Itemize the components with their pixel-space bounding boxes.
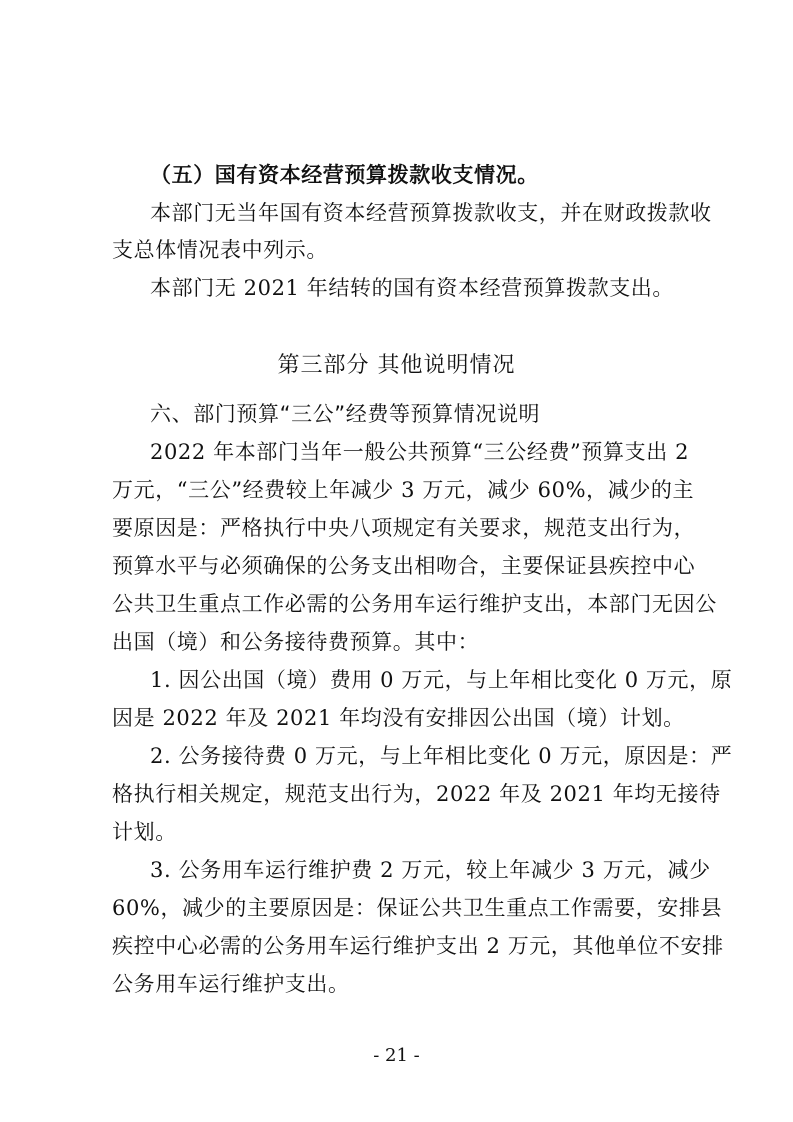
paragraph-line: 公共卫生重点工作必需的公务用车运行维护支出，本部门无因公 — [112, 592, 717, 616]
list-item-line: 疾控中心必需的公务用车运行维护支出 2 万元，其他单位不安排 — [112, 934, 724, 958]
page-number: - 21 - — [373, 1045, 420, 1066]
paragraph-line: 万元，“三公”经费较上年减少 3 万元，减少 60%，减少的主 — [112, 478, 695, 502]
section-five-heading: （五）国有资本经营预算拨款收支情况。 — [150, 163, 539, 187]
paragraph-line: 支总体情况表中列示。 — [112, 238, 328, 262]
list-item-line: 60%，减少的主要原因是：保证公共卫生重点工作需要，安排县 — [112, 896, 723, 920]
paragraph-line: 本部门无 2021 年结转的国有资本经营预算拨款支出。 — [150, 276, 674, 300]
paragraph-line: 要原因是：严格执行中央八项规定有关要求，规范支出行为， — [112, 516, 696, 540]
list-item-line: 公务用车运行维护支出。 — [112, 972, 350, 996]
list-item-line: 因是 2022 年及 2021 年均没有安排因公出国（境）计划。 — [112, 706, 685, 730]
paragraph-line: 出国（境）和公务接待费预算。其中： — [112, 630, 480, 654]
paragraph-line: 本部门无当年国有资本经营预算拨款收支，并在财政拨款收 — [150, 201, 712, 225]
paragraph-line: 2022 年本部门当年一般公共预算“三公经费”预算支出 2 — [150, 440, 690, 464]
section-six-heading: 六、部门预算“三公”经费等预算情况说明 — [150, 402, 541, 426]
paragraph-line: 预算水平与必须确保的公务支出相吻合，主要保证县疾控中心 — [112, 554, 696, 578]
list-item-line: 格执行相关规定，规范支出行为，2022 年及 2021 年均无接待 — [112, 782, 721, 806]
list-item-line: 3. 公务用车运行维护费 2 万元，较上年减少 3 万元，减少 — [150, 858, 711, 882]
list-item-line: 1. 因公出国（境）费用 0 万元，与上年相比变化 0 万元，原 — [150, 668, 733, 692]
list-item-line: 2. 公务接待费 0 万元，与上年相比变化 0 万元，原因是：严 — [150, 744, 733, 768]
list-item-line: 计划。 — [112, 820, 177, 844]
part-three-title: 第三部分 其他说明情况 — [277, 353, 516, 378]
